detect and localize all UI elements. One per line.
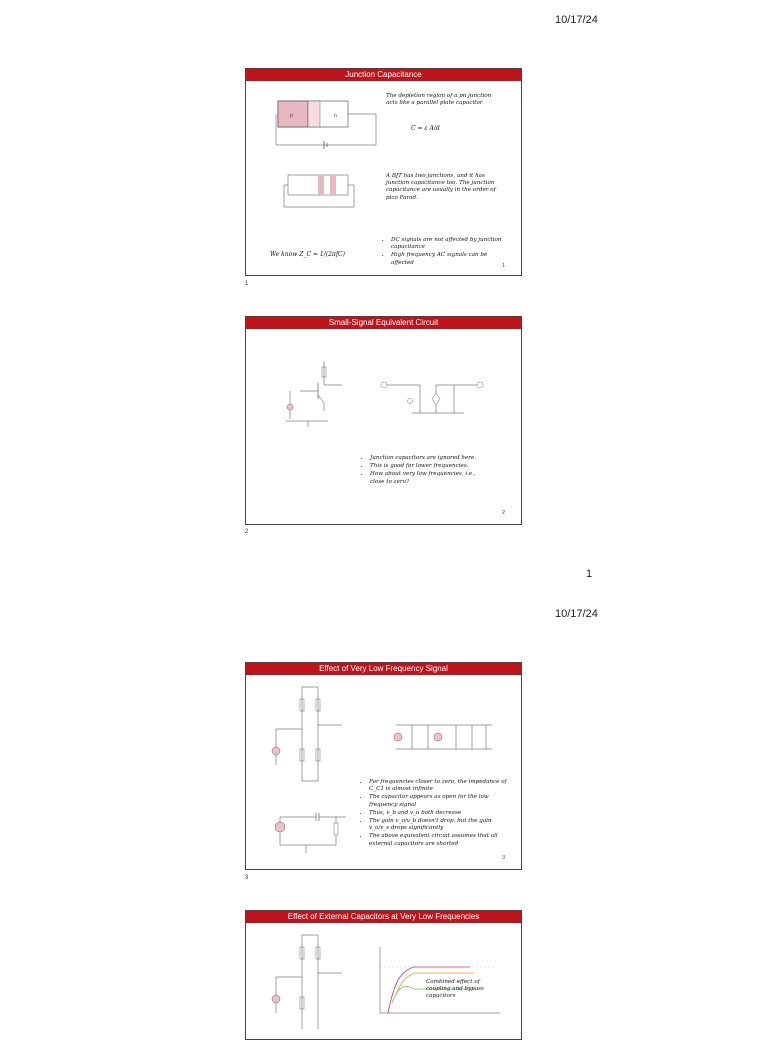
formula-impedance: We know Z_C = 1/(2πfC) — [270, 251, 345, 258]
bjt-junction-diagram — [284, 167, 364, 217]
bullet-item: • The above equivalent circuit assumes that all external capacitors are shorted — [369, 833, 510, 847]
bullet-list — [382, 237, 502, 268]
bullet-list — [361, 455, 491, 487]
equivalent-circuit — [392, 719, 496, 755]
equivalent-circuit — [380, 379, 484, 419]
svg-text:p: p — [290, 113, 293, 119]
formula-capacitance: C = ε A/d — [411, 125, 440, 132]
bullet-item: • How about very low frequencies, i.e., close to zero? — [370, 471, 491, 485]
amplifier-circuit — [268, 685, 348, 785]
page-number: 1 — [586, 568, 593, 580]
pn-junction-diagram — [276, 91, 386, 161]
slide-outer-number: 3 — [245, 875, 249, 881]
bullet-item: • Junction capacitors are ignored here. — [370, 455, 491, 462]
plot-annotation: Combined effect of coupling and bypass capacitors — [426, 979, 484, 1000]
bullet-list — [360, 779, 510, 849]
page-date: 10/17/24 — [555, 14, 598, 26]
svg-text:n: n — [334, 113, 337, 119]
amplifier-circuit — [282, 359, 352, 429]
note-bjt-junctions: A BJT has two junctions, and it has junction capacitance too. The junction capacitance are usually in the order of pico Farad. — [386, 173, 496, 201]
slide-external-capacitors — [245, 910, 522, 1040]
slide-title: Junction Capacitance — [246, 69, 521, 81]
slide-outer-number: 1 — [245, 281, 249, 287]
slide-junction-capacitance — [245, 68, 522, 276]
slide-number: 3 — [502, 855, 505, 861]
bullet-item: • The gain v_o/v_b doesn't drop, but the gain v_o/v_s drops significantly — [369, 818, 510, 832]
bullet-item: • Thus, v_b and v_o both decrease — [369, 810, 510, 817]
bullet-item: • This is good for lower frequencies. — [370, 463, 491, 470]
bullet-item: • High frequency AC signals can be affected — [391, 252, 502, 266]
slide-title: Small-Signal Equivalent Circuit — [246, 317, 521, 329]
note-depletion-region: The depletion region of a pn junction acts like a parallel plate capacitor — [386, 93, 492, 107]
bullet-item: • DC signals are not affected by junction capacitance — [391, 237, 502, 251]
slide-very-low-frequency — [245, 662, 522, 870]
bullet-item: • For frequencies closer to zero, the impedance of C_C1 is almost infinite — [369, 779, 510, 793]
slide-number: 2 — [502, 510, 505, 516]
amplifier-circuit — [268, 933, 348, 1033]
page-date: 10/17/24 — [555, 608, 598, 620]
slide-title: Effect of Very Low Frequency Signal — [246, 663, 521, 675]
slide-number: 1 — [502, 263, 505, 269]
input-coupling-circuit — [266, 805, 356, 857]
slide-title: Effect of External Capacitors at Very Low Frequencies — [246, 911, 521, 923]
bullet-item: • The capacitor appears as open for the low frequency signal — [369, 794, 510, 808]
slide-small-signal — [245, 316, 522, 525]
slide-outer-number: 2 — [245, 529, 249, 535]
